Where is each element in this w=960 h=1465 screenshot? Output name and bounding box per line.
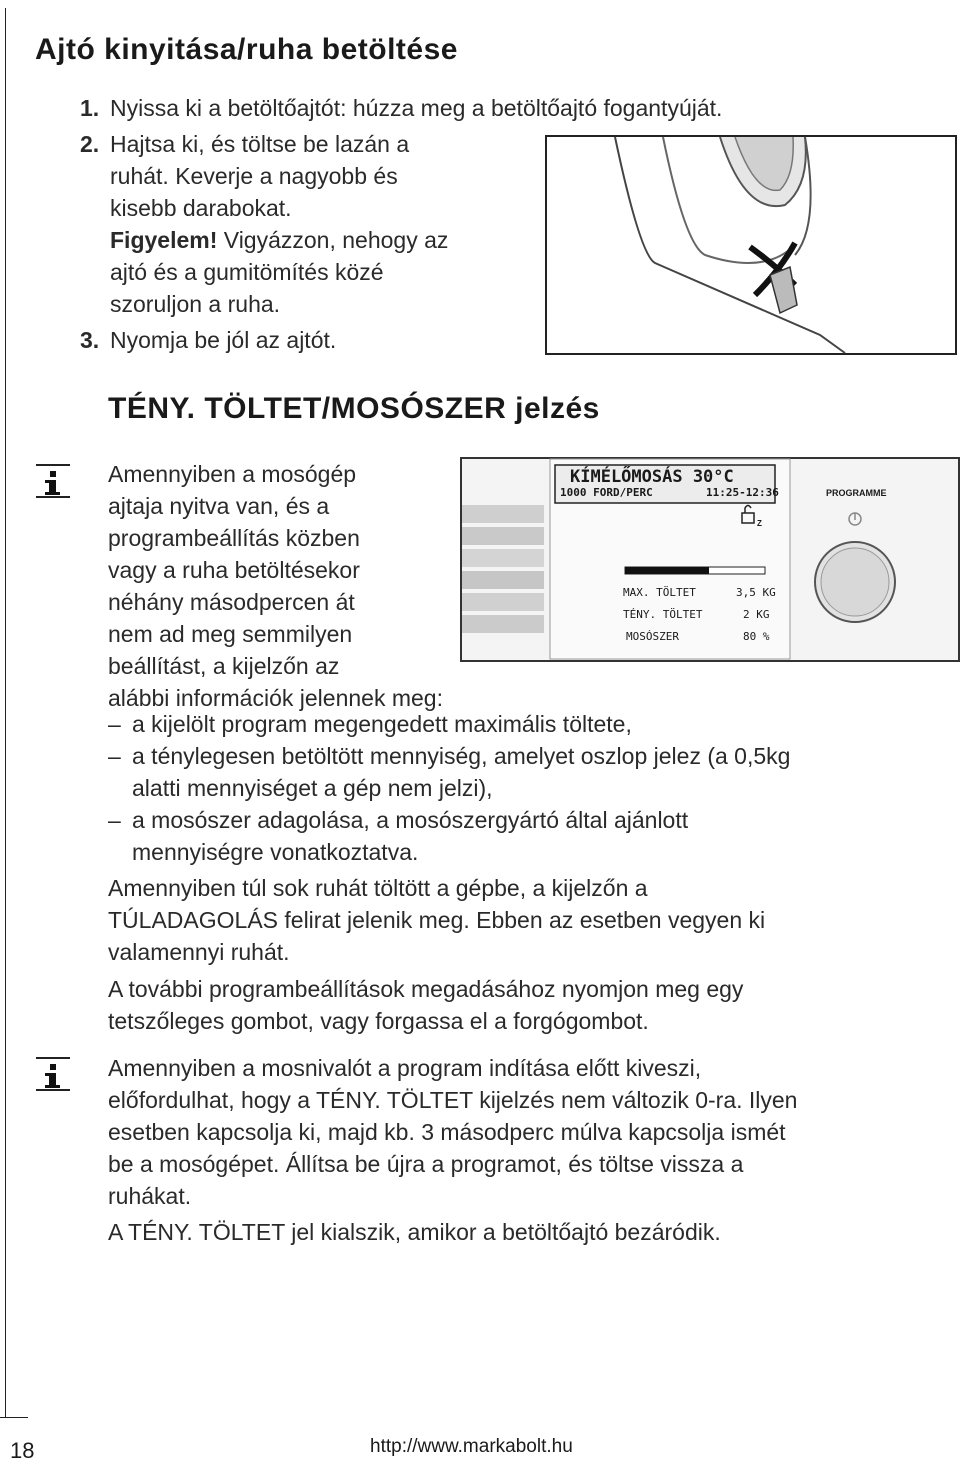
display-panel [460,457,960,662]
display-row-label: MOSÓSZER [626,630,679,643]
step-2: 2. Hajtsa ki, és töltse be lazán a ruhát. Keverje a nagyobb és kisebb darabokat. Figyelem! Vigyázzon, nehogy az ajtó és a gumitömítés közé szoruljon a ruha. [80,131,449,317]
programme-label: PROGRAMME [826,488,887,498]
note-last-line: A TÉNY. TÖLTET jel kialszik, amikor a betöltőajtó bezáródik. [108,1219,721,1245]
list-item: – a ténylegesen betöltött mennyiség, amelyet oszlop jelez (a 0,5kg alatti mennyiséget a gép nem jelzi), [108,743,791,801]
page-margin-line [5,8,6,1418]
intro-paragraph: Amennyiben a mosógép ajtaja nyitva van, és a programbeállítás közben vagy a ruha betöltésekor néhány másodpercen át nem ad meg semmilyen beállítást, a kijelzőn az alábbi információk jelennek meg: [108,461,443,711]
info-icon [34,462,72,500]
settings-paragraph: A további programbeállítások megadásához nyomjon meg egy tetszőleges gombot, vagy forgassa el a forgógombot. [108,976,744,1034]
display-row-value: 2 KG [743,608,770,621]
page-title: Ajtó kinyitása/ruha betöltése [35,33,458,66]
display-row-value: 80 % [743,630,770,643]
display-time: 11:25-12:36 [706,486,779,499]
display-spin: 1000 FORD/PERC [560,486,653,499]
section-heading: TÉNY. TÖLTET/MOSÓSZER jelzés [108,392,600,425]
display-row-value: 3,5 KG [736,586,776,599]
warning-label: Figyelem! [110,227,218,253]
list-item: – a kijelölt program megengedett maximális töltete, [108,711,632,737]
step-3: 3. Nyomja be jól az ajtót. [80,327,337,353]
load-bar-fill [625,567,709,574]
overload-paragraph: Amennyiben túl sok ruhát töltött a gépbe, a kijelzőn a TÚLADAGOLÁS felirat jelenik meg. Ebben az esetben vegyen ki valamennyi ruhát. [108,875,766,965]
lock-symbol: Z [757,519,762,528]
door-illustration [545,135,957,355]
footer-url: http://www.markabolt.hu [370,1436,573,1457]
note-paragraph: Amennyiben a mosnivalót a program indítása előtt kiveszi, előfordulhat, hogy a TÉNY. TÖLTET kijelzés nem változik 0-ra. Ilyen esetben kapcsolja ki, majd kb. 3 másodperc múlva kapcsolja ismét be a mosógépet. Állítsa be újra a programot, és töltse vissza a ruhákat. [108,1055,798,1209]
list-item: – a mosószer adagolása, a mosószergyártó által ajánlott mennyiségre vonatkoztatva. [108,807,689,865]
page-number: 18 [10,1438,35,1463]
info-icon [34,1055,72,1093]
display-row-label: MAX. TÖLTET [623,586,696,599]
display-program: KÍMÉLŐMOSÁS 30°C [570,467,734,487]
page-number-rule [0,1417,28,1418]
step-1: 1. Nyissa ki a betöltőajtót: húzza meg a betöltőajtó fogantyúját. [80,95,723,121]
display-row-label: TÉNY. TÖLTET [623,608,703,621]
